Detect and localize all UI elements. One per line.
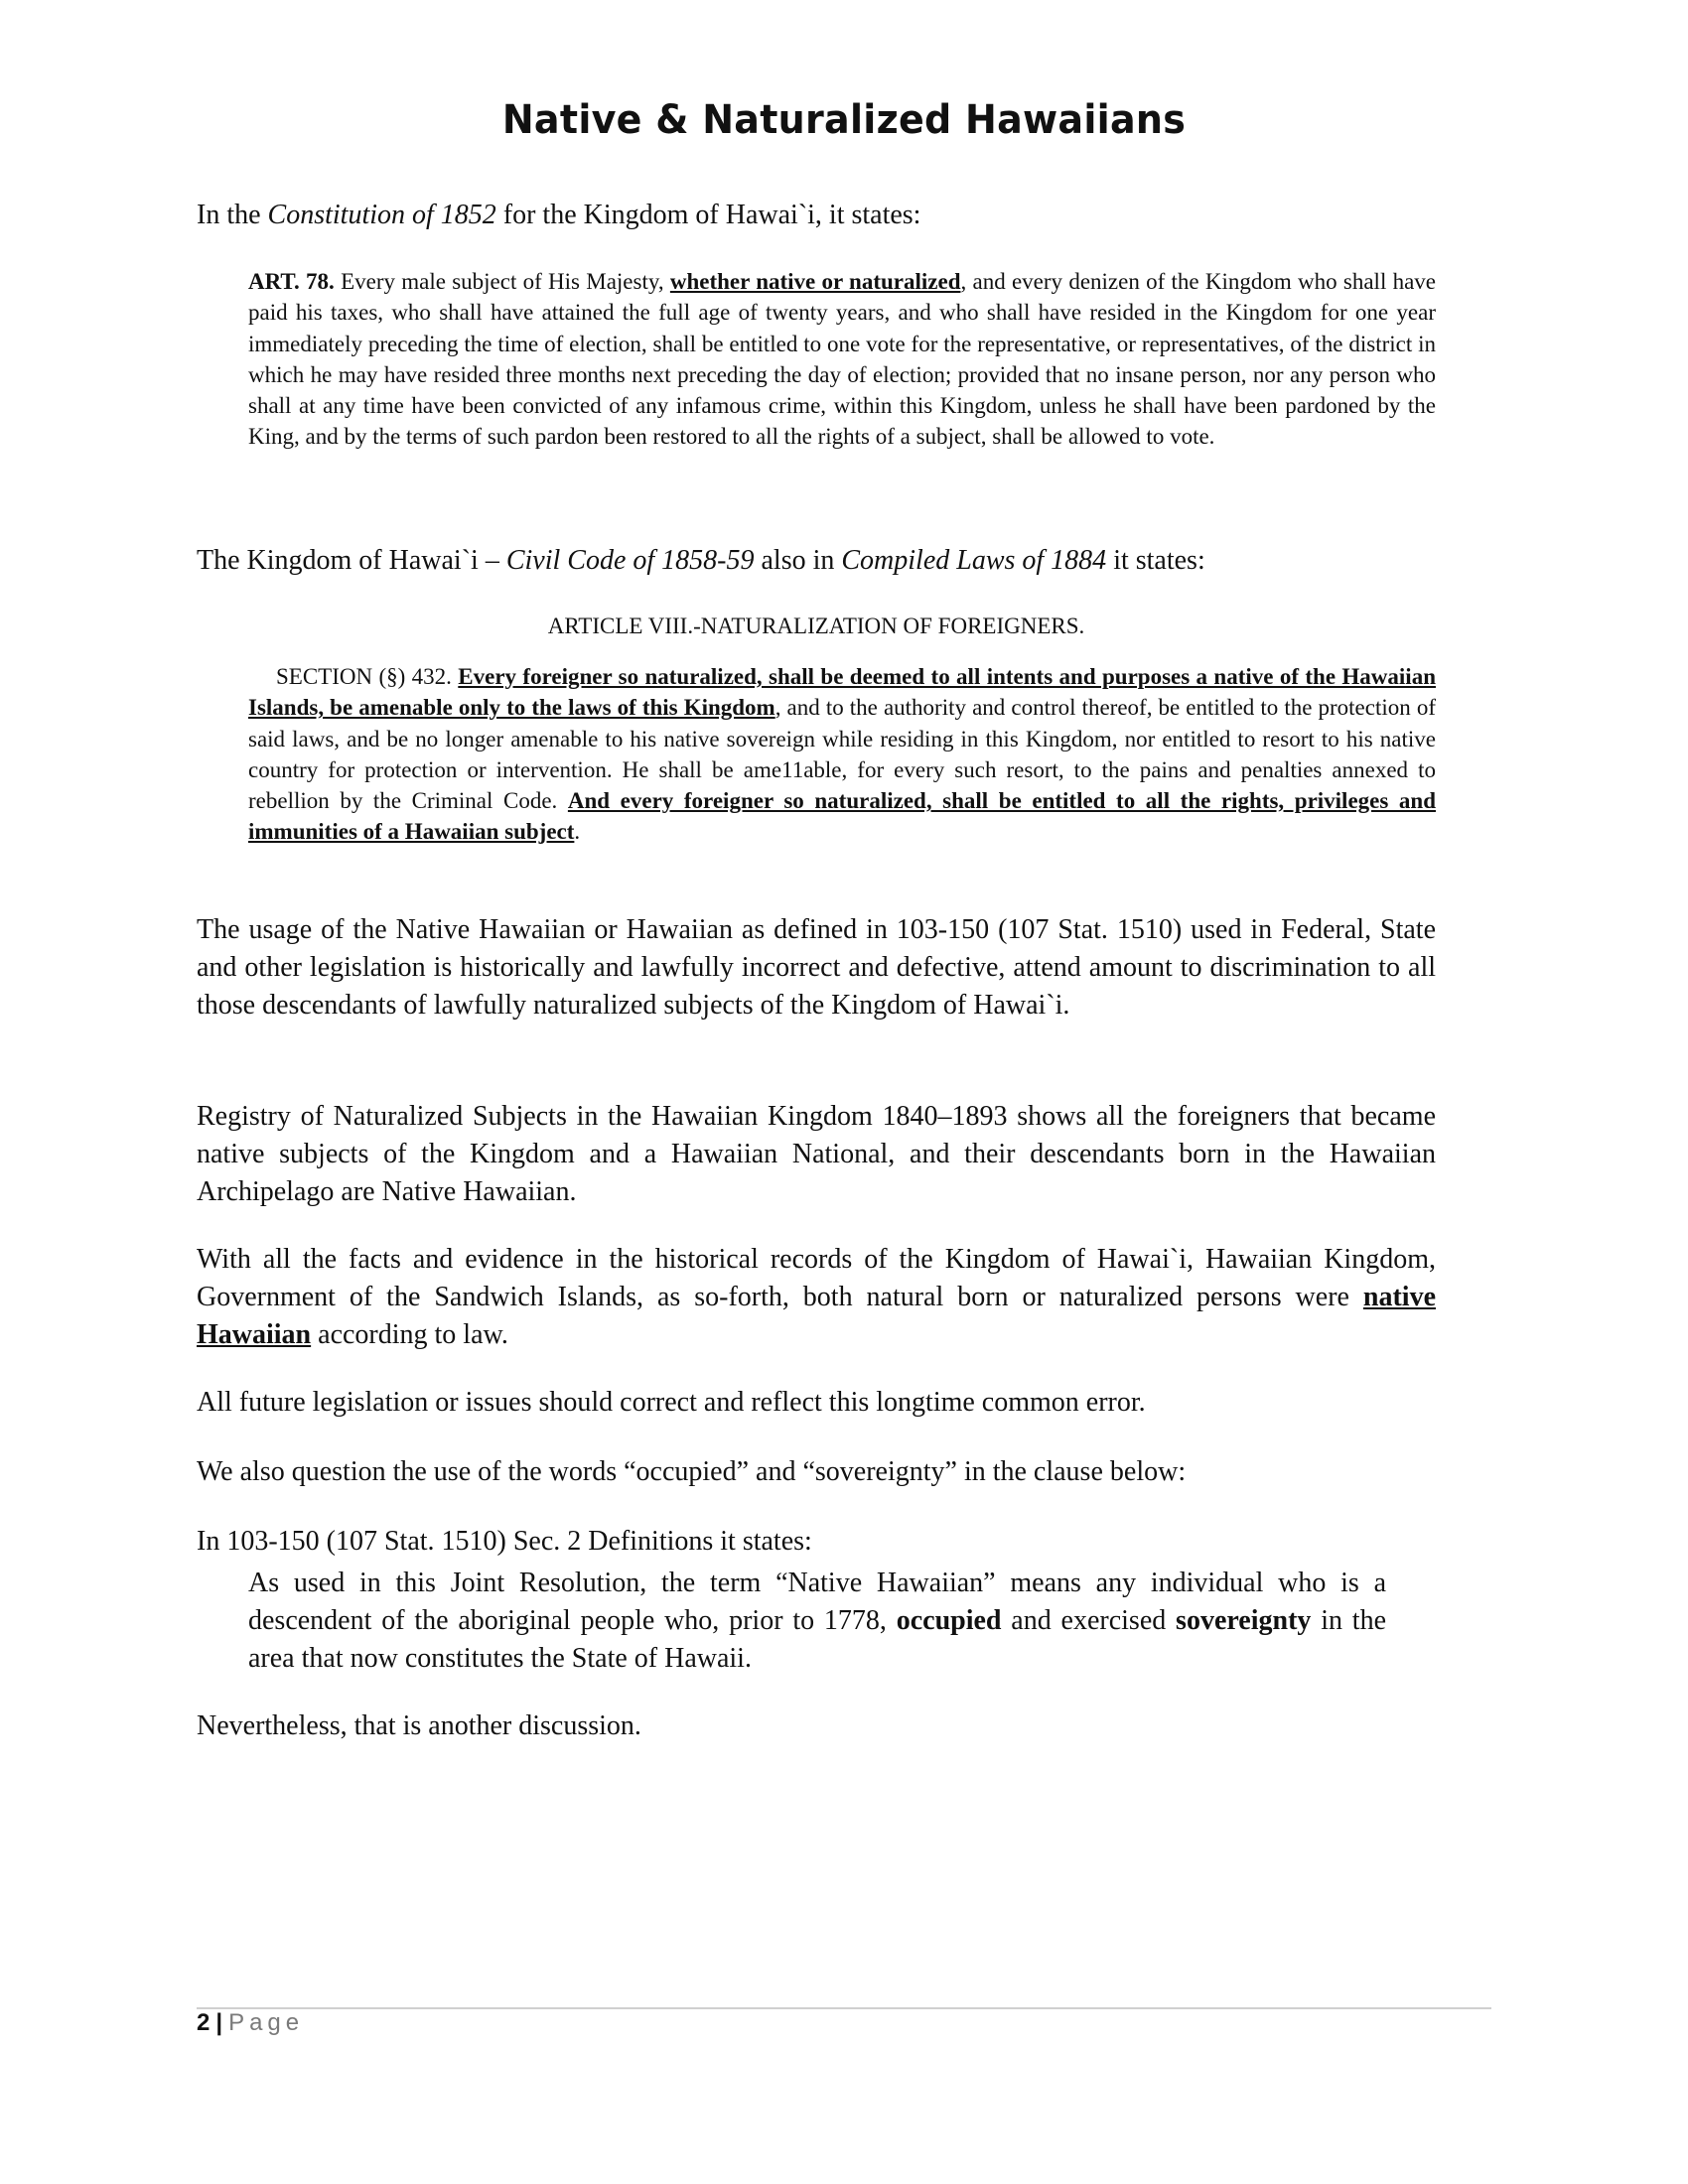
section-432-emphasis-2: And every foreigner so naturalized, shall be entitled to all the rights, privileges and immunities of a Hawaiian subject — [248, 788, 1436, 845]
definition-text-mid: and exercised — [1001, 1605, 1177, 1636]
intro-civil-code — [197, 542, 1436, 580]
intro-constitution — [197, 197, 1436, 234]
page-number: 2 — [197, 2009, 211, 2036]
paragraph-nevertheless: Nevertheless, that is another discussion. — [197, 1710, 641, 1741]
footer-divider — [197, 2007, 1491, 2009]
definition-quote — [248, 1565, 1386, 1678]
section-432-quote — [248, 661, 1436, 848]
section-432-text: , and to the authority and control thereof, be entitled to the protection of said laws, and be no longer amenable to his native sovereign while residing in this Kingdom, nor entitled to resort to his native country for protection or intervention. He shall be ame11able, for every such resort, to the pains and penalties annexed to rebellion by the Criminal Code. — [248, 695, 1436, 814]
intro2-text: The Kingdom of Hawai`i – — [197, 545, 506, 576]
paragraph-usage: The usage of the Native Hawaiian or Hawaiian as defined in 103-150 (107 Stat. 1510) used in Federal, State and other legislation is historically and lawfully incorrect and defective, attend amount to discrimination to all those descendants of lawfully naturalized subjects of the Kingdom of Hawai`i. — [197, 914, 1436, 1021]
article-8-heading: ARTICLE VIII.-NATURALIZATION OF FOREIGNERS. — [547, 614, 1085, 638]
paragraph-registry: Registry of Naturalized Subjects in the Hawaiian Kingdom 1840–1893 shows all the foreigners that became native subjects of the Kingdom and a Hawaiian National, and their descendants born in the Hawaiian Archipelago are Native Hawaiian. — [197, 1101, 1436, 1207]
paragraph-future: All future legislation or issues should correct and reflect this longtime common error. — [197, 1387, 1146, 1418]
compiled-laws-title: Compiled Laws of 1884 — [841, 545, 1107, 576]
paragraph-question: We also question the use of the words “occupied” and “sovereignty” in the clause below: — [197, 1456, 1187, 1487]
section-432-emphasis-1: Every foreigner so naturalized, shall be deemed to all intents and purposes a native of the Hawaiian Islands, be amenable only to the laws of this Kingdom — [248, 664, 1436, 721]
facts-text-end: according to law. — [311, 1319, 508, 1350]
section-432-end: . — [574, 819, 581, 845]
definition-text-end: in the area that now constitutes the State of Hawaii. — [248, 1605, 1386, 1674]
facts-text: With all the facts and evidence in the historical records of the Kingdom of Hawai`i, Hawaiian Kingdom, Government of the Sandwich Islands, as so-forth, both natural born or naturalized persons were — [197, 1244, 1436, 1312]
paragraph-in-103-150: In 103-150 (107 Stat. 1510) Sec. 2 Definitions it states: — [197, 1526, 812, 1557]
definition-text: As used in this Joint Resolution, the term “Native Hawaiian” means any individual who is a descendent of the aboriginal people who, prior to 1778, — [248, 1568, 1386, 1636]
intro-text-end: for the Kingdom of Hawai`i, it states: — [495, 200, 921, 230]
article-78-text: Every male subject of His Majesty, — [334, 269, 670, 294]
intro2-text-end: it states: — [1106, 545, 1205, 576]
footer-separator: | — [215, 2009, 223, 2036]
page-label: Page — [228, 2009, 305, 2036]
intro2-text-mid: also in — [754, 545, 842, 576]
section-432-label: SECTION (§) 432. — [276, 664, 459, 689]
page-footer — [197, 2009, 304, 2037]
occupied-emphasis: occupied — [896, 1605, 1002, 1636]
article-78-emphasis: whether native or naturalized — [669, 269, 961, 294]
page-title: Native & Naturalized Hawaiians — [501, 97, 1187, 143]
paragraph-facts — [197, 1241, 1436, 1354]
article-78-text-rest: , and every denizen of the Kingdom who shall have paid his taxes, who shall have attained the full age of twenty years, and who shall have resided in the Kingdom for one year immediately preceding the time of election, shall be entitled to one vote for the representative, or representatives, of the district in which he may have resided three months next preceding the day of election; provided that no insane person, nor any person who shall at any time have been convicted of any infamous crime, within this Kingdom, unless he shall have been pardoned by the King, and by the terms of such pardon been restored to all the rights of a subject, shall be allowed to vote. — [248, 269, 1437, 450]
sovereignty-emphasis: sovereignty — [1176, 1605, 1312, 1636]
article-78-quote — [248, 266, 1436, 453]
constitution-title: Constitution of 1852 — [267, 200, 496, 230]
intro-text: In the — [197, 200, 268, 230]
native-hawaiian-emphasis: native Hawaiian — [197, 1282, 1436, 1350]
civil-code-title: Civil Code of 1858-59 — [505, 545, 755, 576]
article-78-label: ART. 78. — [248, 269, 335, 294]
